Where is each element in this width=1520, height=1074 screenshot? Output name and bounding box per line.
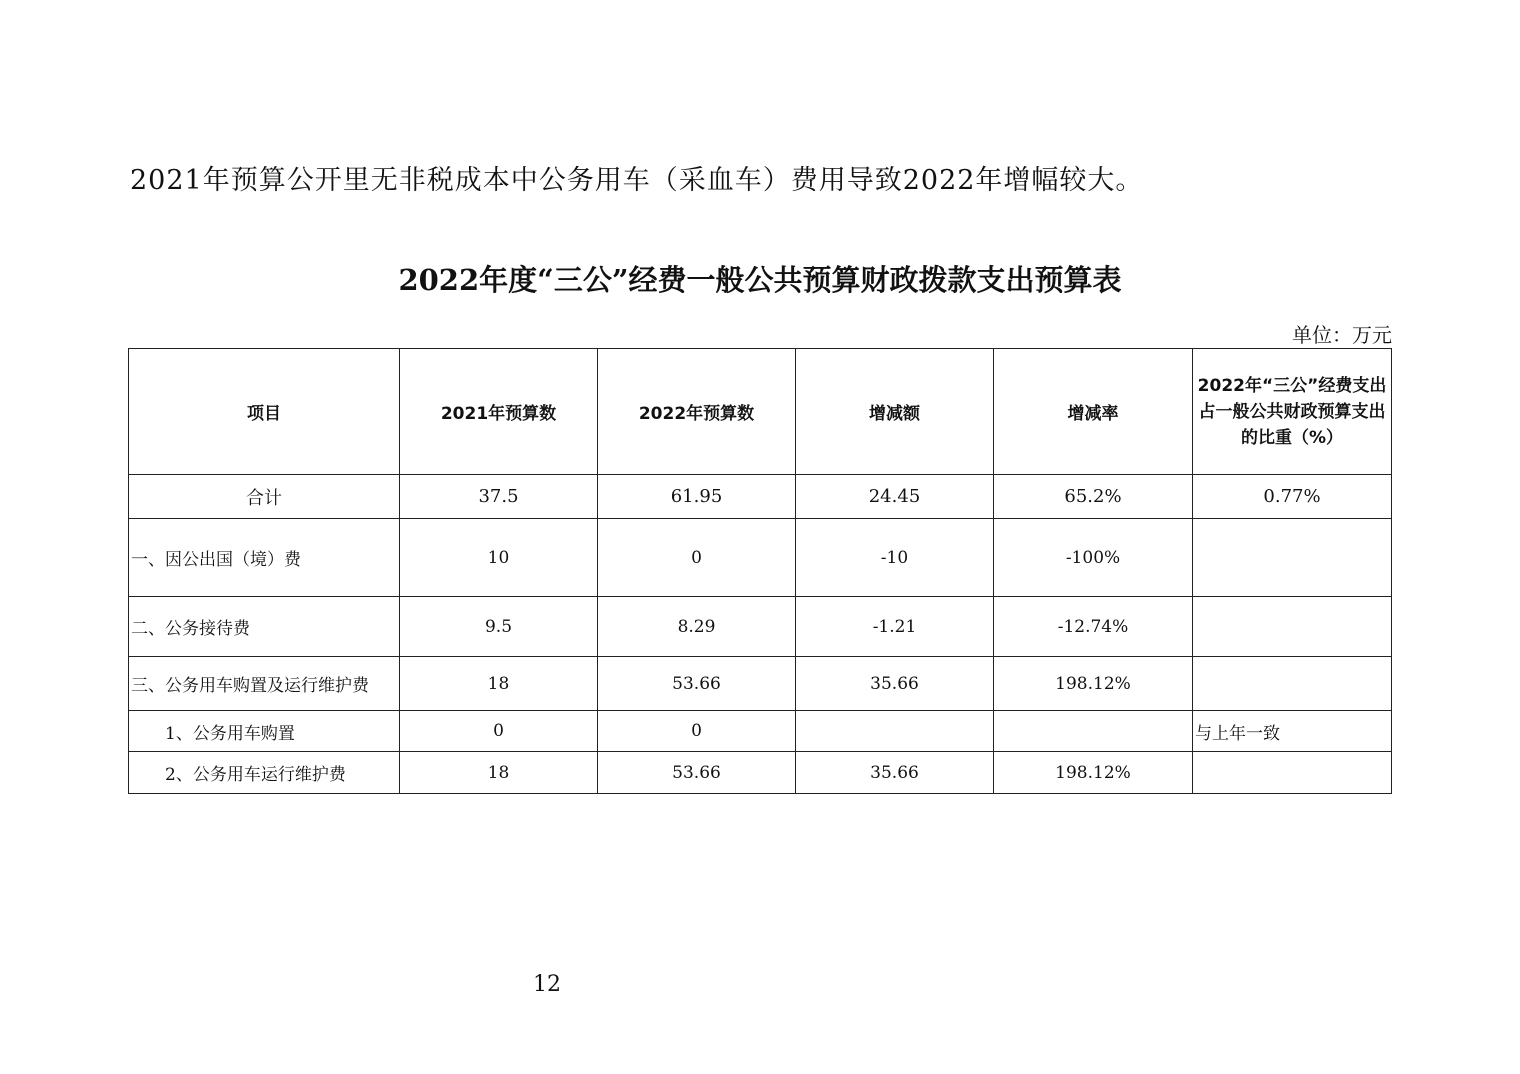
cell-item: 1、公务用车购置 bbox=[129, 711, 400, 752]
table-row bbox=[129, 519, 1392, 597]
cell-share bbox=[1193, 597, 1392, 657]
cell-budget-2022: 61.95 bbox=[598, 475, 796, 519]
cell-change-amount: -1.21 bbox=[796, 597, 994, 657]
cell-change-amount: 35.66 bbox=[796, 657, 994, 711]
cell-budget-2021: 0 bbox=[400, 711, 598, 752]
cell-change-amount: 35.66 bbox=[796, 752, 994, 794]
cell-budget-2021: 37.5 bbox=[400, 475, 598, 519]
cell-share: 0.77% bbox=[1193, 475, 1392, 519]
intro-paragraph: 2021年预算公开里无非税成本中公务用车（采血车）费用导致2022年增幅较大。 bbox=[130, 165, 1144, 196]
cell-budget-2021: 18 bbox=[400, 752, 598, 794]
header-budget-2021: 2021年预算数 bbox=[400, 349, 598, 475]
cell-change-rate bbox=[994, 711, 1193, 752]
cell-share bbox=[1193, 657, 1392, 711]
table-row bbox=[129, 711, 1392, 752]
cell-budget-2022: 0 bbox=[598, 519, 796, 597]
table-row bbox=[129, 752, 1392, 794]
header-item: 项目 bbox=[129, 349, 400, 475]
cell-change-amount: -10 bbox=[796, 519, 994, 597]
page-number: 12 bbox=[533, 972, 561, 997]
cell-change-rate: 198.12% bbox=[994, 752, 1193, 794]
cell-change-amount bbox=[796, 711, 994, 752]
cell-budget-2022: 53.66 bbox=[598, 752, 796, 794]
cell-item: 2、公务用车运行维护费 bbox=[129, 752, 400, 794]
cell-item: 合计 bbox=[129, 475, 400, 519]
cell-change-amount: 24.45 bbox=[796, 475, 994, 519]
cell-item: 三、公务用车购置及运行维护费 bbox=[129, 657, 400, 711]
cell-share bbox=[1193, 752, 1392, 794]
cell-share: 与上年一致 bbox=[1193, 711, 1392, 752]
cell-item: 一、因公出国（境）费 bbox=[129, 519, 400, 597]
cell-item: 二、公务接待费 bbox=[129, 597, 400, 657]
table-title: 2022年度“三公”经费一般公共预算财政拨款支出预算表 bbox=[398, 263, 1122, 297]
cell-budget-2021: 9.5 bbox=[400, 597, 598, 657]
cell-budget-2021: 10 bbox=[400, 519, 598, 597]
cell-budget-2022: 0 bbox=[598, 711, 796, 752]
table-header-row bbox=[129, 349, 1392, 475]
header-budget-2022: 2022年预算数 bbox=[598, 349, 796, 475]
cell-change-rate: -100% bbox=[994, 519, 1193, 597]
table-row bbox=[129, 597, 1392, 657]
cell-share bbox=[1193, 519, 1392, 597]
table-row bbox=[129, 657, 1392, 711]
cell-change-rate: 65.2% bbox=[994, 475, 1193, 519]
cell-change-rate: -12.74% bbox=[994, 597, 1193, 657]
header-change-amount: 增减额 bbox=[796, 349, 994, 475]
cell-budget-2022: 53.66 bbox=[598, 657, 796, 711]
header-share: 2022年“三公”经费支出占一般公共财政预算支出的比重（%） bbox=[1193, 349, 1392, 475]
budget-table bbox=[128, 348, 1392, 794]
cell-budget-2021: 18 bbox=[400, 657, 598, 711]
unit-label: 单位：万元 bbox=[1292, 323, 1392, 347]
table-row-total bbox=[129, 475, 1392, 519]
cell-budget-2022: 8.29 bbox=[598, 597, 796, 657]
cell-change-rate: 198.12% bbox=[994, 657, 1193, 711]
header-change-rate: 增减率 bbox=[994, 349, 1193, 475]
